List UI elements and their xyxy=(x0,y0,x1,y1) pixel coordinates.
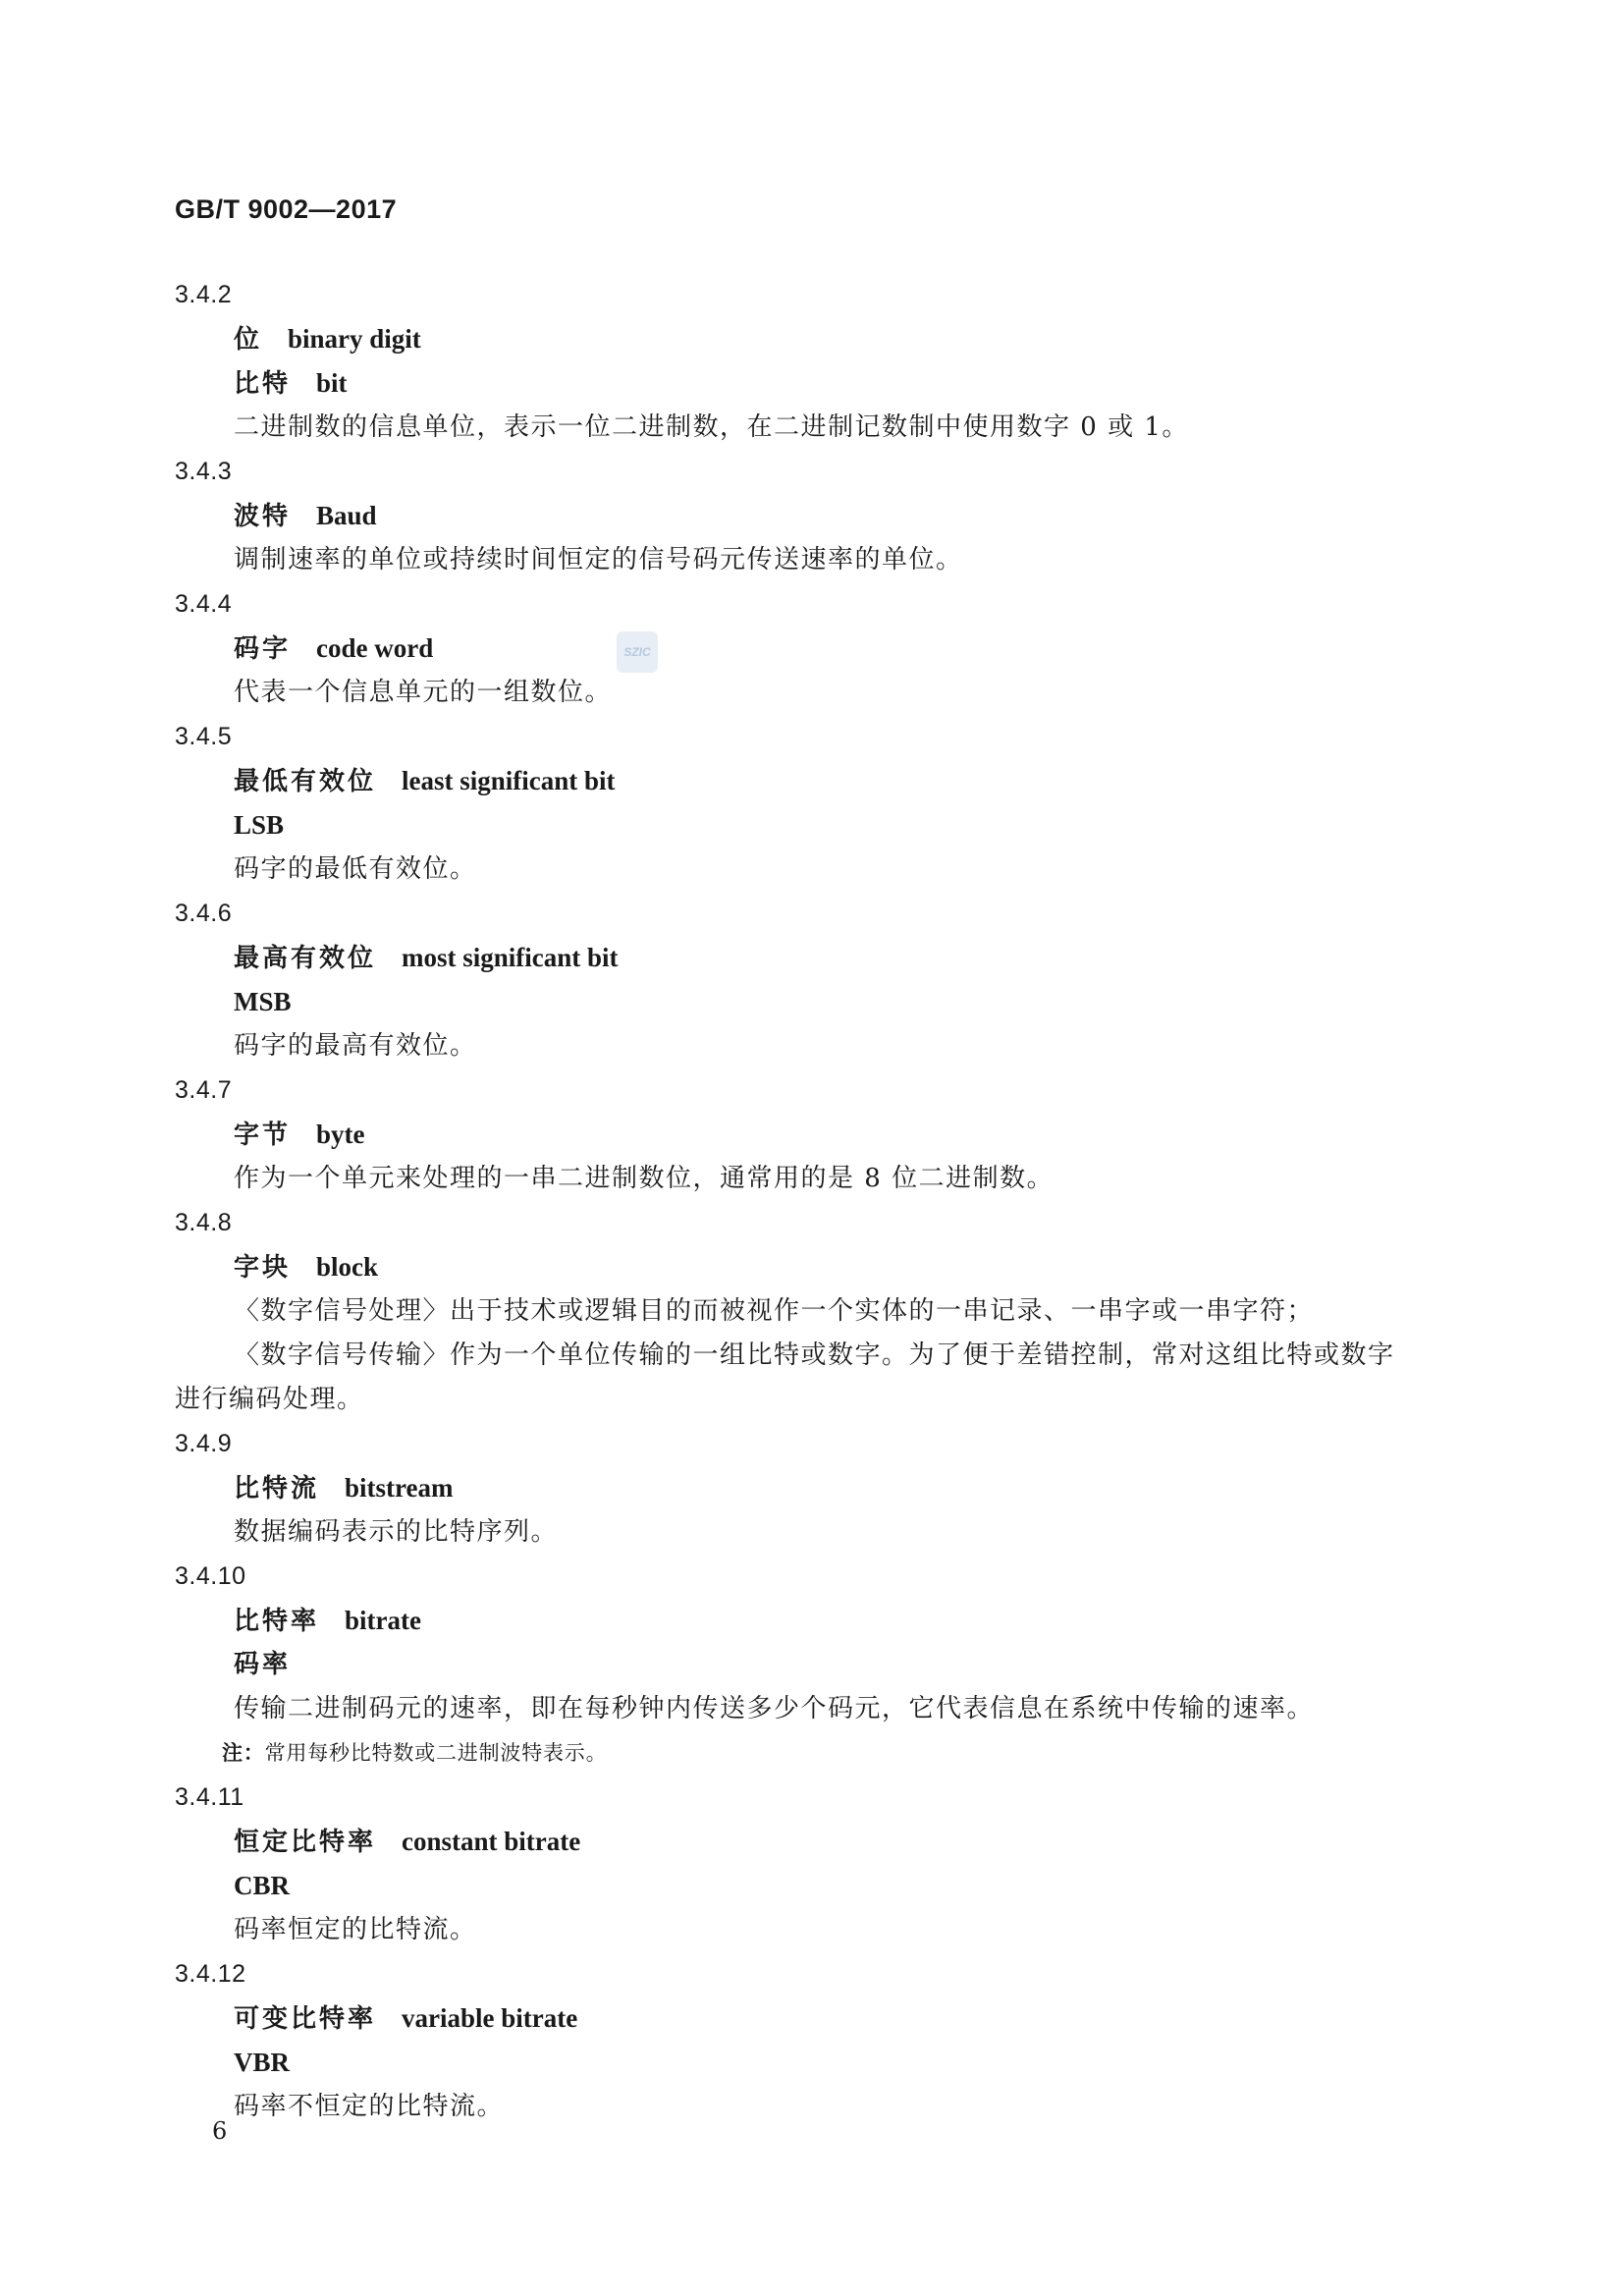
term-en: least significant bit xyxy=(402,766,616,795)
term-definition: 〈数字信号处理〉出于技术或逻辑目的而被视作一个实体的一串记录、一串字或一串字符； xyxy=(234,1296,1315,1326)
page-number: 6 xyxy=(212,2117,228,2145)
term-line xyxy=(0,1599,1623,1643)
term-definition: 码字的最低有效位。 xyxy=(234,854,477,884)
term-definition: 码率不恒定的比特流。 xyxy=(234,2092,505,2121)
term-definition: 数据编码表示的比特序列。 xyxy=(234,1517,559,1547)
entry-number: 3.4.11 xyxy=(175,1783,244,1811)
entry-number: 3.4.12 xyxy=(175,1960,246,1988)
term-definition: 〈数字信号传输〉作为一个单位传输的一组比特或数字。为了便于差错控制，常对这组比特或数字 xyxy=(234,1340,1395,1370)
term-en: code word xyxy=(316,633,434,663)
note-text: 常用每秒比特数或二进制波特表示。 xyxy=(264,1741,608,1765)
term-en: binary digit xyxy=(288,324,421,354)
term-en: constant bitrate xyxy=(402,1827,581,1856)
term-line xyxy=(0,1245,1623,1289)
term-abbreviation-line xyxy=(0,2041,1623,2085)
term-abbreviation: MSB xyxy=(234,987,292,1016)
term-en: bitstream xyxy=(345,1473,454,1503)
term-definition: 作为一个单元来处理的一串二进制数位，通常用的是 8 位二进制数。 xyxy=(234,1164,1055,1193)
term-line xyxy=(0,1466,1623,1510)
term-en: variable bitrate xyxy=(402,2003,578,2033)
entry-number: 3.4.5 xyxy=(175,723,233,750)
term-line xyxy=(0,759,1623,803)
term-line xyxy=(0,1820,1623,1864)
term-zh: 可变比特率 xyxy=(234,2004,377,2034)
term-definition: 代表一个信息单元的一组数位。 xyxy=(234,678,613,707)
term-line xyxy=(0,317,1623,361)
term-definition: 调制速率的单位或持续时间恒定的信号码元传送速率的单位。 xyxy=(234,545,963,574)
term-zh: 比特流 xyxy=(234,1474,320,1503)
term-zh: 最低有效位 xyxy=(234,767,377,796)
term-zh: 波特 xyxy=(234,502,292,531)
term-definition: 传输二进制码元的速率，即在每秒钟内传送多少个码元，它代表信息在系统中传输的速率。 xyxy=(234,1694,1315,1723)
term-line xyxy=(0,1113,1623,1157)
terms-content xyxy=(0,273,1623,2129)
entry-number: 3.4.2 xyxy=(175,281,233,308)
term-line xyxy=(0,627,1623,671)
term-zh: 恒定比特率 xyxy=(234,1828,377,1857)
term-line xyxy=(0,361,1623,406)
term-en: block xyxy=(316,1252,379,1282)
term-en: most significant bit xyxy=(402,943,619,972)
term-en: bit xyxy=(316,368,348,398)
term-zh: 位 xyxy=(234,325,263,355)
term-line xyxy=(0,1643,1623,1687)
term-abbreviation: CBR xyxy=(234,1871,291,1900)
term-abbreviation-line xyxy=(0,803,1623,847)
term-zh: 比特 xyxy=(234,369,292,399)
entry-number: 3.4.3 xyxy=(175,458,233,485)
entry-number: 3.4.4 xyxy=(175,590,233,618)
term-definition: 码字的最高有效位。 xyxy=(234,1031,477,1061)
term-definition-continuation: 进行编码处理。 xyxy=(175,1385,364,1414)
term-abbreviation: VBR xyxy=(234,2048,291,2077)
term-en: byte xyxy=(316,1120,365,1149)
term-definition: 码率恒定的比特流。 xyxy=(234,1915,477,1944)
term-note xyxy=(0,1731,1623,1776)
entry-number: 3.4.9 xyxy=(175,1430,233,1457)
term-abbreviation-line xyxy=(0,1864,1623,1908)
entry-number: 3.4.10 xyxy=(175,1562,246,1590)
term-definition: 二进制数的信息单位，表示一位二进制数，在二进制记数制中使用数字 0 或 1。 xyxy=(234,412,1189,442)
entry-number: 3.4.8 xyxy=(175,1209,233,1236)
entry-number: 3.4.6 xyxy=(175,900,233,927)
term-zh: 码率 xyxy=(234,1650,292,1679)
term-abbreviation: LSB xyxy=(234,810,285,840)
term-zh: 比特率 xyxy=(234,1607,320,1636)
term-zh: 字节 xyxy=(234,1121,292,1150)
term-zh: 字块 xyxy=(234,1253,292,1283)
entry-number: 3.4.7 xyxy=(175,1076,233,1104)
term-abbreviation-line xyxy=(0,980,1623,1024)
standard-code-header: GB/T 9002—2017 xyxy=(175,194,398,224)
term-line xyxy=(0,494,1623,538)
note-label: 注： xyxy=(222,1741,265,1765)
term-zh: 码字 xyxy=(234,634,292,664)
term-zh: 最高有效位 xyxy=(234,944,377,973)
term-line xyxy=(0,936,1623,980)
watermark-logo: SZIC xyxy=(617,631,658,673)
term-en: bitrate xyxy=(345,1606,421,1635)
term-en: Baud xyxy=(316,501,377,530)
term-line xyxy=(0,1996,1623,2041)
